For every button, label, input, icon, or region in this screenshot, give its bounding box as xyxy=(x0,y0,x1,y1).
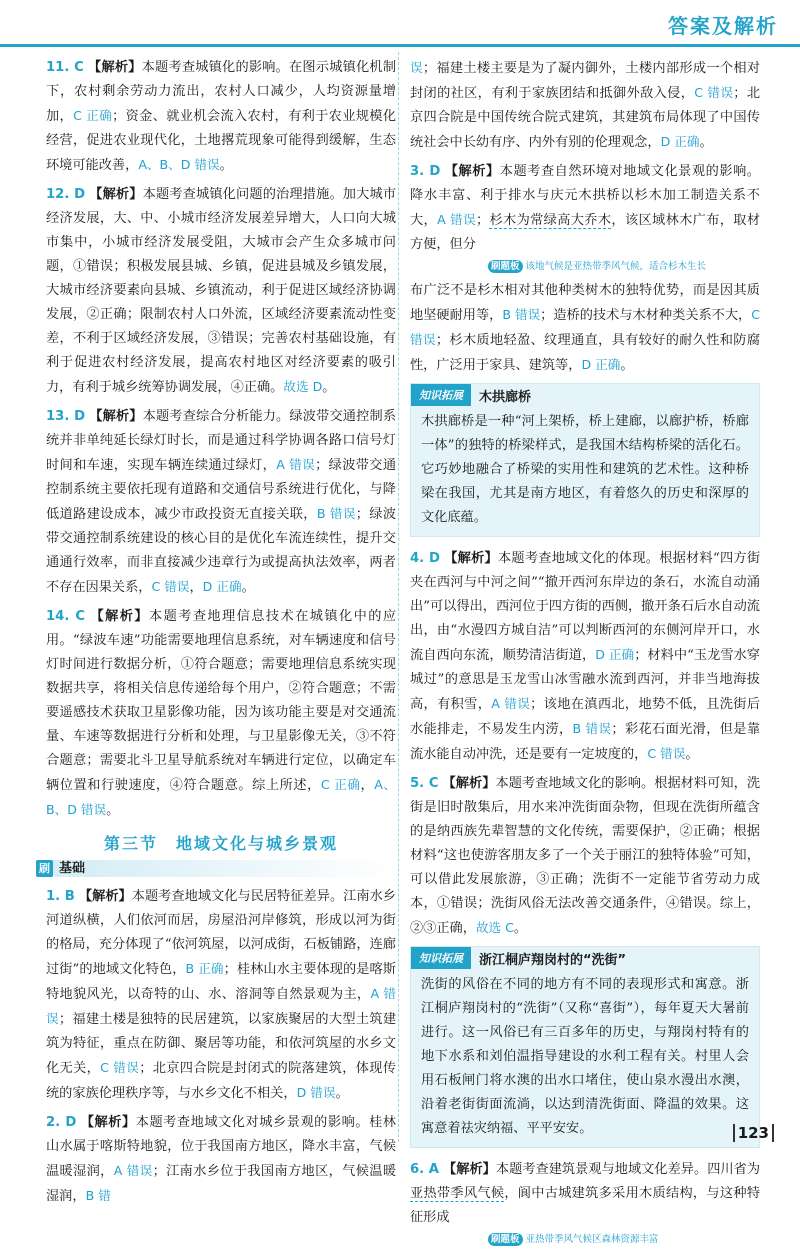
answer-item xyxy=(46,405,396,600)
answer-text: 本题考查地域文化与民居特征差异。江南水乡河道纵横，人们依河而居，房屋沿河岸修筑，形成以河为街的格局，充分体现了“依河筑屋，以河成街，石板铺路，连廊过街”的地域文化特色， xyxy=(46,889,396,977)
answer-text: ；造桥的技术与木材种类关系不大， xyxy=(540,308,752,323)
knowledge-box xyxy=(410,946,760,1148)
analysis-tag: 【解析】 xyxy=(80,1115,136,1130)
knowledge-body: 木拱廊桥是一种“河上架桥，桥上建廊，以廊护桥，桥廊一体”的独特的桥梁样式，是我国木结构桥梁的活化石。它巧妙地融合了桥梁的实用性和建筑的艺术性。这种桥梁在我国，尤其是南方地区，有着悠久的历史和深厚的文化底蕴。 xyxy=(421,414,749,525)
answer-verdict: 故选 D xyxy=(283,379,323,394)
basic-label xyxy=(36,860,396,877)
answer-text: 杉木为常绿高大乔木 xyxy=(489,213,612,228)
analysis-tag: 【解析】 xyxy=(443,1162,496,1177)
answer-verdict: C 正确 xyxy=(73,108,113,123)
answer-number: 4. D xyxy=(410,551,440,566)
answer-number: 12. D xyxy=(46,187,86,202)
answer-text: 。 xyxy=(241,580,255,595)
answer-verdict: A 错误 xyxy=(46,986,396,1026)
answer-text: ；江南水乡位于我国南方地区，气候温暖湿润， xyxy=(46,1164,397,1204)
answer-text: 本题考查地理信息技术在城镇化中的应用。“绿波车速”功能需要地理信息系统，对车辆速度和信号灯时间进行数据分析，①符合题意；需要地理信息系统实现数据共享，将相关信息传递给每个用户，②符合题意；不需要遥感技术获取卫星影像功能，因为该功能主要是对交通流量、车速等数据进行分析和处理，与卫星影像无关，③不符合题意；需要北斗卫星导航系统对车辆进行定位，以确定车辆位置和行驶速度，④符合题意。综上所述， xyxy=(46,609,397,793)
answer-verdict: C 错误 xyxy=(647,746,686,761)
answer-verdict: D 正确 xyxy=(595,647,635,662)
answer-text: 布广泛不是杉木相对其他种类树木的独特优势，而是因其质地坚硬耐用等， xyxy=(410,283,760,323)
answer-text: 本题考查综合分析能力。绿波带交通控制系统并非单纯延长绿灯时长，而是通过科学协调各路口信号灯时间和车速，实现车辆连续通过绿灯， xyxy=(46,409,397,473)
column-divider xyxy=(398,52,399,1142)
answer-text: 。 xyxy=(699,135,713,150)
answer-number: 5. C xyxy=(410,776,439,791)
analysis-tag: 【解析】 xyxy=(89,609,149,624)
answer-verdict: A、B、D 错误 xyxy=(46,777,397,817)
knowledge-title: 浙江桐庐翔岗村的“洗街” xyxy=(479,952,627,968)
note-text: 该地气候是亚热带季风气候，适合杉木生长 xyxy=(525,261,707,272)
analysis-tag: 【解析】 xyxy=(87,60,142,75)
answer-text: ； xyxy=(475,213,490,228)
answer-item xyxy=(46,183,396,400)
answer-number: 6. A xyxy=(410,1162,440,1177)
answer-text: ；北京四合院是封闭式的院落建筑，体现传统的家族伦理秩序等，与水乡文化不相关， xyxy=(46,1061,397,1101)
answer-verdict: 误 xyxy=(410,60,423,75)
left-column xyxy=(39,56,397,1214)
analysis-tag: 【解析】 xyxy=(89,187,143,202)
answer-verdict: D 错误 xyxy=(296,1085,336,1100)
answer-verdict: 故选 C xyxy=(475,920,514,935)
page-number: 123 xyxy=(733,1124,774,1142)
basic-label-text: 基础 xyxy=(53,860,91,877)
answer-number: 3. D xyxy=(410,164,441,179)
answer-number: 13. D xyxy=(46,409,86,424)
answer-item xyxy=(410,56,760,155)
header-rule xyxy=(0,44,800,47)
answer-item xyxy=(46,1111,396,1209)
answer-item xyxy=(410,279,760,378)
answer-text: 本题考查地域文化的影响。根据材料可知，洗街是旧时散集后，用水来冲洗街面杂物，但现在洗街所蕴含的是纳西族先辈智慧的文化传统，需要保护，②正确；根据材料“这也使游客朋友多了一个关于丽江的独特体验”可知，可以借此发展旅游，③正确；洗街不一定能节省劳动力成本，①错误；洗街风俗无法改善交通条件，④错误。综上，②③正确， xyxy=(410,776,761,936)
analysis-tag: 【解析】 xyxy=(443,551,498,566)
answer-verdict: B 错误 xyxy=(502,307,541,322)
answer-text: ；彩花石面光滑，但是靠流水能自动冲洗，还是要有一定坡度的， xyxy=(410,722,761,762)
answer-item xyxy=(410,1158,760,1230)
answer-text: ， xyxy=(360,778,375,793)
knowledge-body: 洗街的风俗在不同的地方有不同的表现形式和寓意。浙江桐庐翔岗村的“洗街”（又称“喜街”），每年夏天大暑前进行。这一风俗已有三百多年的历史，与翔岗村特有的地下水系和刘伯温指导建设的水利工程有关。村里人会用石板闸门将水澳的出水口堵住，使山泉水漫出水澳，沿着老街街面流淌，以达到清洗街面、降温的效果。这寓意着祛灾纳福、平平安安。 xyxy=(421,977,749,1136)
note-icon: 刷题板 xyxy=(488,1233,523,1246)
answer-item xyxy=(46,605,396,823)
knowledge-box xyxy=(410,383,760,537)
answer-text: 本题考查地域文化的体现。根据材料“四方街夹在西河与中河之间”“撤开西河东岸边的条石，水流自动涌出”可以得出，西河位于四方街的西侧，撤开条石后水自动流出，由“水漫四方城自洁”可以判断西河的东侧河岸开口，水流自西向东流，顺势清洁街道， xyxy=(410,551,761,663)
answer-text: 。 xyxy=(219,158,233,173)
answer-text: ；北京四合院是中国传统合院式建筑，其建筑布局体现了中国传统社会中长幼有序、内外有别的伦理观念， xyxy=(410,86,761,150)
knowledge-tag: 知识拓展 xyxy=(411,947,471,969)
answer-item xyxy=(410,160,760,257)
answer-verdict: B 错误 xyxy=(316,506,356,521)
note-annotation xyxy=(488,1233,760,1246)
answer-verdict: D 正确 xyxy=(202,579,242,594)
note-icon: 刷题板 xyxy=(488,260,523,273)
answer-verdict: C 错误 xyxy=(410,307,760,347)
answer-verdict: B 正确 xyxy=(185,961,224,976)
brush-icon: 刷 xyxy=(36,860,53,877)
answer-text: 。 xyxy=(322,380,336,395)
answer-text: ；绿波带交通控制系统主要依托现有道路和交通信号系统进行优化，与降低道路建设成本，减少市政投资无直接关联， xyxy=(46,458,397,522)
answer-text: ；资金、就业机会流入农村，有利于农业规模化经营，促进农业现代化，土地撂荒现象可能得到缓解，生态环境可能改善， xyxy=(46,109,397,173)
answer-verdict: A 错误 xyxy=(491,696,531,711)
answer-item xyxy=(46,885,396,1106)
answer-text: ，阆中古城建筑多采用木质结构，与这种特征形成 xyxy=(410,1186,761,1225)
answer-verdict: C 错误 xyxy=(694,85,734,100)
answer-text: 本题考查城镇化的影响。在图示城镇化机制下，农村剩余劳动力流出，农村人口减少，人均资源量增加， xyxy=(46,60,397,124)
answer-text: ；福建土楼是独特的民居建筑，以家族聚居的大型土筑建筑为特征，重点在防御、聚居等功能，和依河筑屋的水乡文化无关， xyxy=(46,1012,397,1076)
answer-text: ；桂林山水主要体现的是喀斯特地貌风光，以奇特的山、水、溶洞等自然景观为主， xyxy=(46,962,396,1002)
header-title: 答案及解析 xyxy=(668,14,778,38)
answer-verdict: A、B、D 错误 xyxy=(138,157,220,172)
answer-verdict: D 正确 xyxy=(660,134,700,149)
right-column xyxy=(410,56,760,1252)
answer-text: 。 xyxy=(685,747,699,762)
answer-verdict: C 错误 xyxy=(100,1060,140,1075)
answer-verdict: A 错误 xyxy=(113,1163,153,1178)
analysis-tag: 【解析】 xyxy=(442,776,496,791)
answer-verdict: C 正确 xyxy=(320,777,361,792)
answer-text: 亚热带季风气候 xyxy=(410,1186,505,1201)
answer-text: 。 xyxy=(335,1086,349,1101)
analysis-tag: 【解析】 xyxy=(444,164,500,179)
note-annotation xyxy=(488,260,760,273)
knowledge-title: 木拱廊桥 xyxy=(479,389,532,405)
answer-item xyxy=(46,56,396,178)
answer-verdict: C 错误 xyxy=(151,579,190,594)
answer-text: 。 xyxy=(106,803,120,818)
note-text: 亚热带季风气候区森林资源丰富 xyxy=(525,1234,659,1245)
answer-number: 11. C xyxy=(46,60,84,75)
answer-number: 14. C xyxy=(46,609,86,624)
answer-text: ；杉木质地轻盈、纹理通直，具有较好的耐久性和防腐性，广泛用于家具、建筑等， xyxy=(410,333,761,373)
knowledge-tag: 知识拓展 xyxy=(411,384,471,406)
answer-number: 1. B xyxy=(46,889,75,904)
basic-label-bar xyxy=(91,860,396,877)
answer-text: 。 xyxy=(513,921,528,936)
answer-item xyxy=(410,772,760,941)
analysis-tag: 【解析】 xyxy=(78,889,132,904)
answer-verdict: D 正确 xyxy=(581,357,621,372)
answer-text: 本题考查城镇化问题的治理措施。加大城市经济发展，大、中、小城市经济发展差异增大，人口向大城市集中，小城市经济发展受阻，大城市会产生众多城市问题，①错误；积极发展县城、乡镇，促进县城及乡镇发展，大城市经济要素向县城、乡镇流动，利于促进区域经济协调发展，②正确；限制农村人口外流，区域经济要素流动性变差，不利于区域经济发展，③错误；完善农村基础设施，有利于促进农村经济发展，提高农村地区对经济要素的吸引力，有利于城乡统筹协调发展，④正确。 xyxy=(46,187,397,395)
answer-text: 本题考查地域文化对城乡景观的影响。桂林山水属于喀斯特地貌，位于我国南方地区，降水丰富，气候温暖湿润， xyxy=(46,1115,396,1179)
section-title: 第三节 地域文化与城乡景观 xyxy=(103,834,338,853)
answer-number: 2. D xyxy=(46,1115,77,1130)
answer-text: ， xyxy=(189,580,203,595)
answer-verdict: B 错 xyxy=(85,1188,111,1203)
answer-verdict: B 错误 xyxy=(572,721,612,736)
answer-text: ；绿波带交通控制系统建设的核心目的是优化车流连续性，提升交通通行效率，而非直接减少违章行为或提高执法效率，两者不存在因果关系， xyxy=(46,507,397,595)
answer-text: 本题考查建筑景观与地域文化差异。四川省为 xyxy=(495,1162,761,1177)
answer-text: 。 xyxy=(620,358,634,373)
answer-text: 本题考查自然环境对地域文化景观的影响。降水丰富、利于排水与庆元木拱桥以杉木加工制造关系不大， xyxy=(410,164,760,228)
answer-item xyxy=(410,547,760,767)
answer-verdict: A 错误 xyxy=(437,212,476,227)
answer-verdict: A 错误 xyxy=(276,457,316,472)
analysis-tag: 【解析】 xyxy=(89,409,143,424)
answer-text: ，该区域林木广布，取材方便，但分 xyxy=(410,213,761,252)
answer-text: ；该地在滇西北，地势不低，且洗街后水能排走，不易发生内涝， xyxy=(410,697,761,737)
answer-text: ；材料中“玉龙雪水穿城过”的意思是玉龙雪山冰雪融水流到西河，并非当地海拔高，有积雪， xyxy=(410,648,760,712)
answer-text: ；福建土楼主要是为了凝内御外，土楼内部形成一个相对封闭的社区，有利于家族团结和抵御外敌入侵， xyxy=(410,61,761,101)
